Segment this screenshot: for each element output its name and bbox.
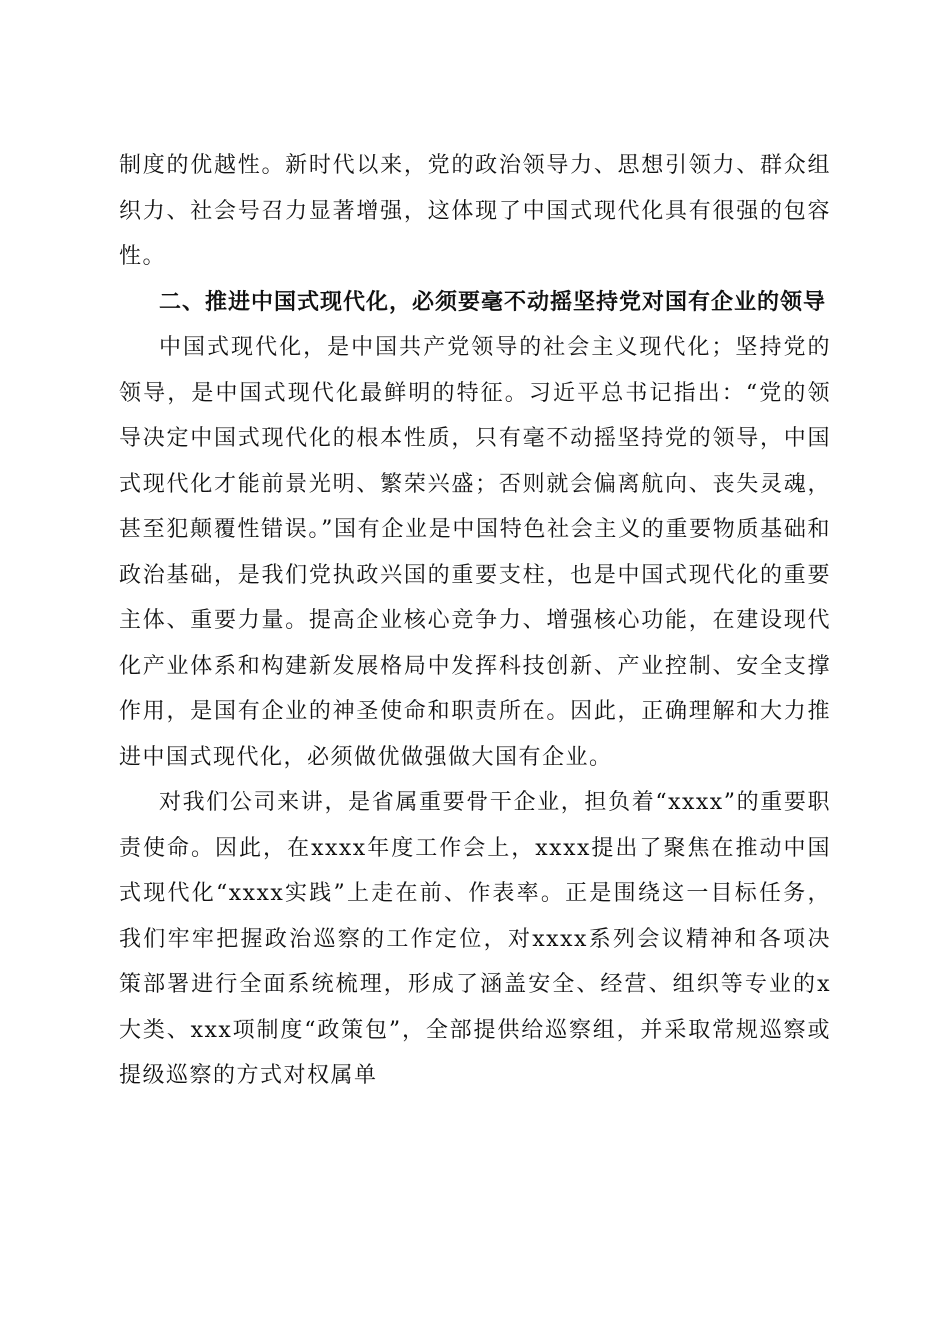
paragraph-party-leadership: 中国式现代化，是中国共产党领导的社会主义现代化；坚持党的领导，是中国式现代化最鲜明的特征。习近平总书记指出：“党的领导决定中国式现代化的根本性质，只有毫不动摇坚持党的领导，中国式现代化才能前景光明、繁荣兴盛；否则就会偏离航向、丧失灵魂，甚至犯颠覆性错误。”国有企业是中国特色社会主义的重要物质基础和政治基础，是我们党执政兴国的重要支柱，也是中国式现代化的重要主体、重要力量。提高企业核心竞争力、增强核心功能，在建设现代化产业体系和构建新发展格局中发挥科技创新、产业控制、安全支撑作用，是国有企业的神圣使命和职责所在。因此，正确理解和大力推进中国式现代化，必须做优做强做大国有企业。 — [119, 335, 831, 770]
section-heading: 二、推进中国式现代化，必须要毫不动摇坚持党对国有企业的领导 — [159, 289, 827, 315]
paragraph-continuation: 制度的优越性。新时代以来，党的政治领导力、思想引领力、群众组织力、社会号召力显著增强，这体现了中国式现代化具有很强的包容性。 — [119, 153, 831, 269]
paragraph-company: 对我们公司来讲，是省属重要骨干企业，担负着“xxxx”的重要职责使命。因此，在xxxx年度工作会上，xxxx提出了聚焦在推动中国式现代化“xxxx实践”上走在前、作表率。正是围绕这一目标任务，我们牢牢把握政治巡察的工作定位，对xxxx系列会议精神和各项决策部署进行全面系统梳理，形成了涵盖安全、经营、组织等专业的x大类、xxx项制度“政策包”，全部提供给巡察组，并采取常规巡察或提级巡察的方式对权属单 — [119, 790, 831, 1088]
document-body — [119, 143, 831, 1099]
